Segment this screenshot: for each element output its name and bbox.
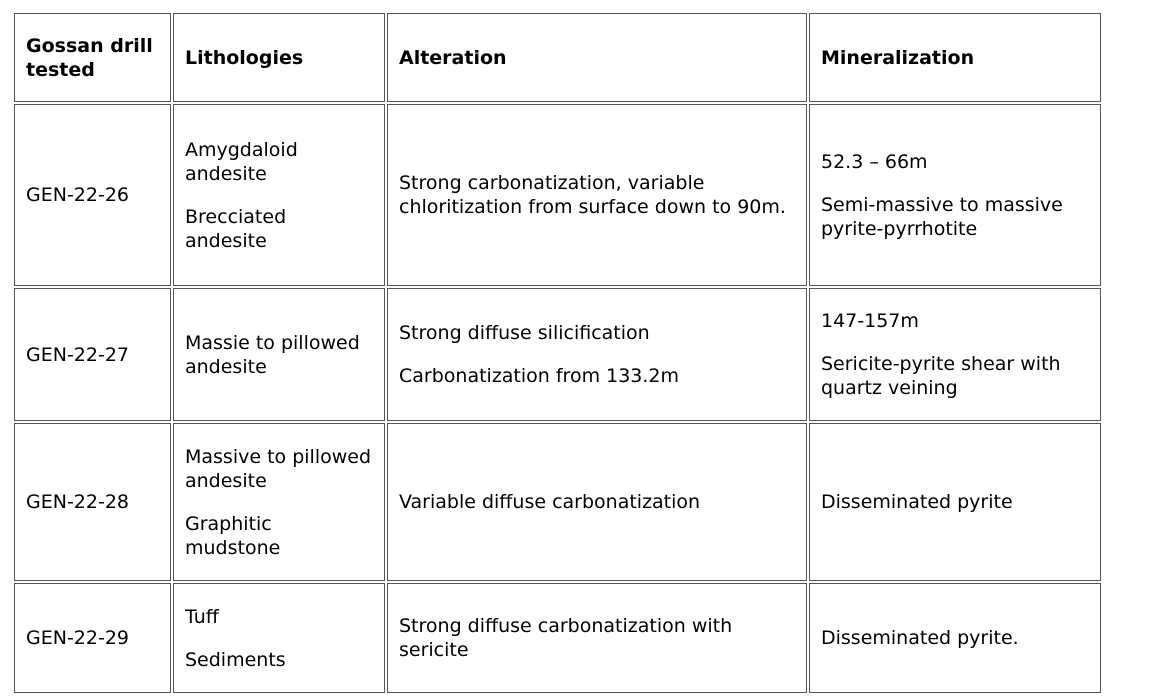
cell-text: Massive to pillowed andesite xyxy=(185,445,372,492)
header-text: Alteration xyxy=(399,46,507,69)
cell-text: Sediments xyxy=(185,648,286,671)
cell-text: Massie to pillowed andesite xyxy=(185,331,360,378)
cell-hole-id xyxy=(14,423,171,581)
cell-lithologies xyxy=(173,583,385,693)
cell-text: Tuff xyxy=(185,605,219,628)
cell-text: Graphitic mudstone xyxy=(185,512,281,559)
cell-text: Carbonatization from 133.2m xyxy=(399,365,680,387)
cell-text: GEN-22-29 xyxy=(26,627,130,649)
cell-hole-id xyxy=(14,104,171,286)
cell-text: Strong diffuse carbonatization with sericite xyxy=(399,615,733,661)
cell-mineralization xyxy=(809,583,1101,693)
header-text: Mineralization xyxy=(821,46,975,69)
cell-lithologies xyxy=(173,288,385,421)
header-gossan-drill-tested xyxy=(14,13,171,102)
cell-mineralization xyxy=(809,288,1101,421)
cell-alteration xyxy=(387,423,807,581)
cell-text: Disseminated pyrite xyxy=(821,491,1013,513)
cell-text: Brecciated andesite xyxy=(185,205,287,252)
header-mineralization xyxy=(809,13,1101,102)
cell-hole-id xyxy=(14,288,171,421)
cell-alteration xyxy=(387,583,807,693)
cell-text: Strong carbonatization, variable chloritization from surface down to 90m. xyxy=(399,172,786,218)
cell-text: Amygdaloid andesite xyxy=(185,138,298,185)
cell-alteration xyxy=(387,104,807,286)
cell-text: GEN-22-28 xyxy=(26,491,130,513)
header-lithologies xyxy=(173,13,385,102)
cell-mineralization xyxy=(809,423,1101,581)
cell-alteration xyxy=(387,288,807,421)
cell-text: GEN-22-26 xyxy=(26,184,130,206)
header-text: Lithologies xyxy=(185,46,304,69)
cell-text: GEN-22-27 xyxy=(26,343,130,366)
cell-lithologies xyxy=(173,104,385,286)
cell-hole-id xyxy=(14,583,171,693)
cell-text: 52.3 – 66m xyxy=(821,150,928,173)
cell-text: Semi-massive to massive pyrite-pyrrhotite xyxy=(821,193,1063,240)
cell-text: 147-157m xyxy=(821,310,919,332)
cell-text: Variable diffuse carbonatization xyxy=(399,491,701,513)
cell-text: Disseminated pyrite. xyxy=(821,627,1019,649)
cell-mineralization xyxy=(809,104,1101,286)
cell-text: Strong diffuse silicification xyxy=(399,322,650,344)
cell-text: Sericite-pyrite shear with quartz veining xyxy=(821,353,1061,399)
header-text: Gossan drill tested xyxy=(26,34,153,81)
header-alteration xyxy=(387,13,807,102)
cell-lithologies xyxy=(173,423,385,581)
